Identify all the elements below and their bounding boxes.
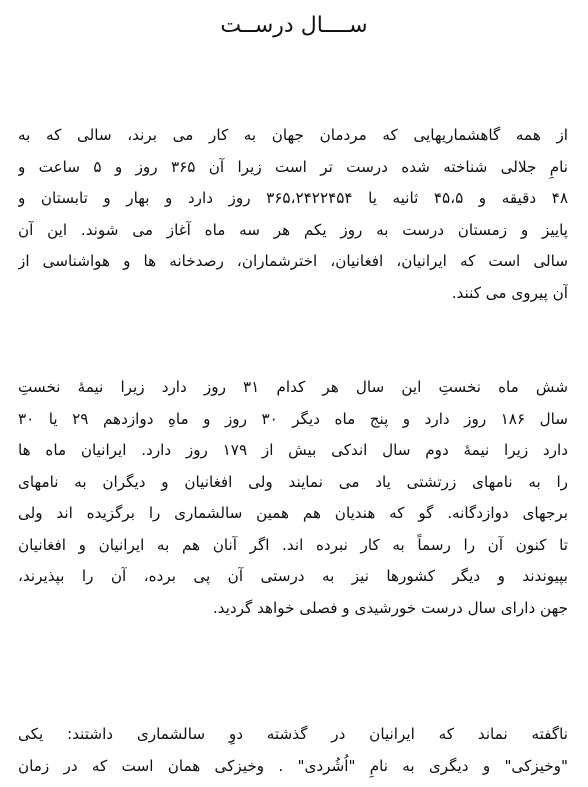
paragraph-2-line: تا کنون آن را رسماً به کار نبرده اند. اگر آنان هم به ایرانیان و افغانیان <box>18 535 568 554</box>
paragraph-1 <box>18 120 568 309</box>
paragraph-2-line: بپیوندند و دیگر کشورها نیز به درستی آن پی برده، آن را بپذیرند، <box>18 567 568 585</box>
paragraph-3 <box>18 719 568 782</box>
paragraph-1-line: آن پیروی می کنند. <box>451 283 568 302</box>
paragraph-2-line: دارد زیرا نیمهٔ دوم سال اندکی بیش از ۱۷۹ روز دارد. ایرانیان ماه ها <box>18 441 568 459</box>
paragraph-2-line: جهن دارای سال درست خورشیدی و فصلی خواهد گردید. <box>212 598 568 617</box>
paragraph-2 <box>18 372 568 624</box>
paragraph-1-line: از همه گاهشماریهایی که مردمان جهان به کار می برند، سالی که به <box>18 126 568 144</box>
page-title: ســــال درســت <box>220 13 368 38</box>
paragraph-3-line: ناگفته نماند که ایرانیان در گذشته دوِ سالشماری داشتند: یکی <box>18 725 568 743</box>
paragraph-2-line: را به نامهای زرتشتی یاد می نمایند ولی افغانیان و دیگران به نامهای <box>18 472 568 491</box>
paragraph-1-line: سالی است که ایرانیان، افغانیان، اخترشماران، رصدخانه ها و هواشناسی از <box>18 252 568 270</box>
paragraph-2-line: برجهای دوازدگانه. گو که هندیان هم همین سالشماری را برگزیده اند ولی <box>18 504 568 522</box>
paragraph-1-line: نامِ جلالی شناخته شده درست تر است زیرا آن ۳۶۵ روز و ۵ ساعت و <box>18 157 568 176</box>
paragraph-2-line: شش ماه نخستِ این سال هر کدام ۳۱ روز دارد زیرا نیمهٔ نخستِ <box>18 378 568 396</box>
paragraph-1-line: ۴۸ دقیقه و ۴۵،۵ ثانیه یا ۳۶۵،۲۴۲۲۴۵۴ روز دارد و بهار و تابستان و <box>18 189 568 207</box>
paragraph-3-line: "وخیزکی" و دیگری به نامِ "اُشُردی" . وخیزکی همان است که در زمان <box>18 756 568 775</box>
paragraph-1-line: پاییز و زمستان درست به روز یکم هر سه ماه آغاز می شوند. این آن <box>18 220 568 239</box>
paragraph-2-line: سال ۱۸۶ روز دارد و پنج ماه دیگر ۳۰ روز و ماهِ دوازدهم ۲۹ یا ۳۰ <box>18 409 568 428</box>
